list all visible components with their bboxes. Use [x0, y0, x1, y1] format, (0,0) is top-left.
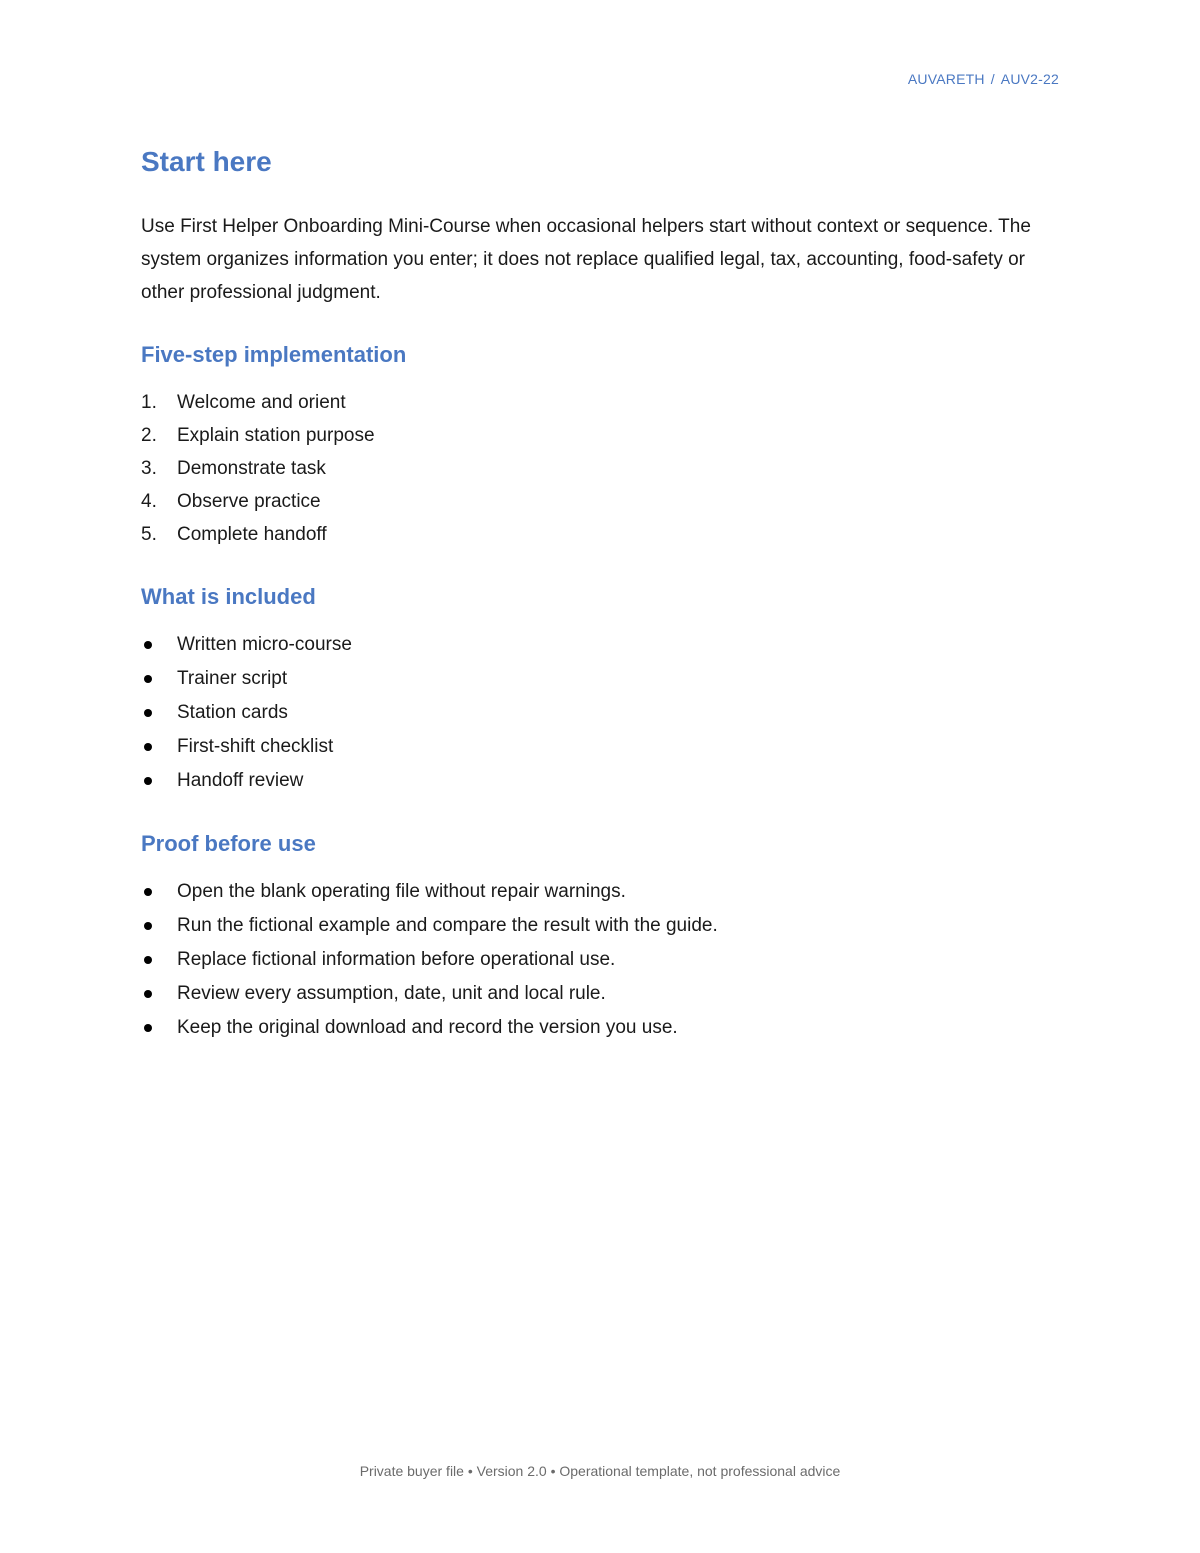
- steps-heading: Five-step implementation: [141, 342, 407, 367]
- bullet-icon: [144, 888, 152, 896]
- included-item: [141, 764, 1041, 798]
- included-section: [141, 580, 1041, 798]
- proof-item: [141, 909, 1041, 943]
- intro-paragraph: Use First Helper Onboarding Mini-Course when occasional helpers start without context or sequence. The system organizes information you enter; it does not replace qualified legal, tax, accounting, food-safety or other professional judgment.: [141, 216, 1031, 303]
- included-item: [141, 696, 1041, 730]
- proof-item-text: Replace fictional information before operational use.: [177, 949, 616, 970]
- included-item-text: Handoff review: [177, 770, 304, 791]
- step-text: Complete handoff: [177, 524, 327, 545]
- step-item: [141, 485, 1041, 518]
- header-brand: AUVARETH: [907, 71, 985, 87]
- step-text: Welcome and orient: [177, 392, 346, 413]
- step-text: Explain station purpose: [177, 425, 375, 446]
- proof-item: [141, 977, 1041, 1011]
- step-text: Observe practice: [177, 491, 321, 512]
- included-heading: What is included: [141, 584, 316, 609]
- bullet-icon: [144, 675, 152, 683]
- proof-item: [141, 875, 1041, 909]
- step-item: [141, 518, 1041, 551]
- page-title: Start here: [141, 146, 272, 177]
- step-item: [141, 452, 1041, 485]
- proof-item: [141, 1011, 1041, 1045]
- included-item: [141, 730, 1041, 764]
- included-item-text: First-shift checklist: [177, 736, 334, 757]
- step-number: 1.: [141, 392, 157, 413]
- steps-list: [141, 386, 1041, 551]
- page-footer: Private buyer file • Version 2.0 • Operational template, not professional advice: [359, 1463, 841, 1479]
- included-item-text: Station cards: [177, 702, 288, 723]
- included-item-text: Trainer script: [177, 668, 288, 689]
- proof-heading: Proof before use: [141, 831, 316, 856]
- step-item: [141, 386, 1041, 419]
- header-code: AUV2-22: [1000, 71, 1059, 87]
- step-text: Demonstrate task: [177, 458, 326, 479]
- proof-item-text: Review every assumption, date, unit and local rule.: [177, 983, 606, 1004]
- bullet-icon: [144, 641, 152, 649]
- bullet-icon: [144, 922, 152, 930]
- bullet-icon: [144, 709, 152, 717]
- bullet-icon: [144, 990, 152, 998]
- header-separator: /: [990, 71, 995, 87]
- step-number: 2.: [141, 425, 157, 446]
- step-number: 5.: [141, 524, 157, 545]
- bullet-icon: [144, 743, 152, 751]
- proof-item-text: Run the fictional example and compare the result with the guide.: [177, 915, 718, 936]
- bullet-icon: [144, 1024, 152, 1032]
- steps-section: [141, 338, 1041, 551]
- step-item: [141, 419, 1041, 452]
- included-item: [141, 662, 1041, 696]
- included-item-text: Written micro-course: [177, 634, 352, 655]
- proof-item: [141, 943, 1041, 977]
- proof-item-text: Keep the original download and record the version you use.: [177, 1017, 678, 1038]
- bullet-icon: [144, 777, 152, 785]
- page-header: [908, 71, 1059, 87]
- proof-list: [141, 875, 1041, 1045]
- included-item: [141, 628, 1041, 662]
- document-body: [141, 140, 1041, 1045]
- included-list: [141, 628, 1041, 798]
- step-number: 3.: [141, 458, 157, 479]
- bullet-icon: [144, 956, 152, 964]
- proof-section: [141, 827, 1041, 1045]
- proof-item-text: Open the blank operating file without repair warnings.: [177, 881, 626, 902]
- step-number: 4.: [141, 491, 157, 512]
